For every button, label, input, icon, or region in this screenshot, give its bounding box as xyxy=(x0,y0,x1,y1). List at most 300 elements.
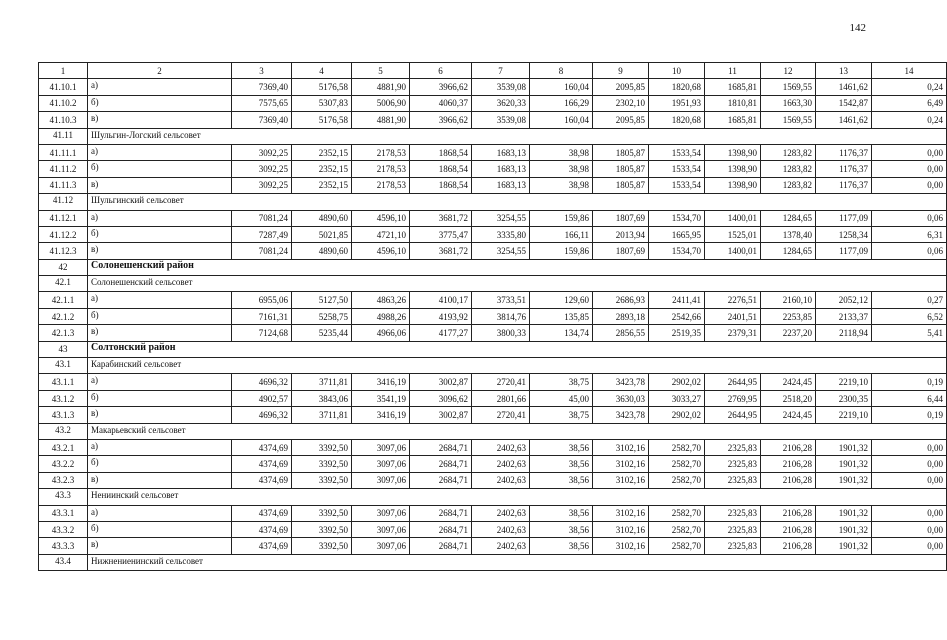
header-cell: 8 xyxy=(530,63,593,79)
row-label: б) xyxy=(88,456,232,472)
value-cell: 2402,63 xyxy=(472,505,530,521)
value-cell: 2582,70 xyxy=(649,472,705,488)
value-cell: 2118,94 xyxy=(816,325,872,341)
table-row xyxy=(39,79,947,95)
value-cell: 2856,55 xyxy=(593,325,649,341)
value-cell: 4060,37 xyxy=(410,95,472,111)
value-cell: 2106,28 xyxy=(761,505,816,521)
region-row xyxy=(39,341,947,357)
value-cell: 2769,95 xyxy=(705,390,761,406)
row-code: 41.12.1 xyxy=(39,210,88,226)
value-cell: 3392,50 xyxy=(292,439,352,455)
value-cell: 4863,26 xyxy=(352,292,410,308)
value-cell: 1951,93 xyxy=(649,95,705,111)
value-cell: 1569,55 xyxy=(761,112,816,128)
header-cell: 13 xyxy=(816,63,872,79)
row-label: б) xyxy=(88,390,232,406)
value-cell: 0,00 xyxy=(872,472,947,488)
value-cell: 3966,62 xyxy=(410,112,472,128)
table-row xyxy=(39,144,947,160)
value-cell: 3033,27 xyxy=(649,390,705,406)
value-cell: 1569,55 xyxy=(761,79,816,95)
value-cell: 3620,33 xyxy=(472,95,530,111)
value-cell: 2352,15 xyxy=(292,161,352,177)
value-cell: 2178,53 xyxy=(352,161,410,177)
value-cell: 7161,31 xyxy=(232,308,292,324)
row-label: а) xyxy=(88,210,232,226)
value-cell: 1378,40 xyxy=(761,226,816,242)
value-cell: 7081,24 xyxy=(232,210,292,226)
value-cell: 4374,69 xyxy=(232,521,292,537)
value-cell: 3423,78 xyxy=(593,407,649,423)
value-cell: 1534,70 xyxy=(649,210,705,226)
value-cell: 2133,37 xyxy=(816,308,872,324)
value-cell: 2325,83 xyxy=(705,439,761,455)
value-cell: 3102,16 xyxy=(593,439,649,455)
value-cell: 1810,81 xyxy=(705,95,761,111)
value-cell: 3102,16 xyxy=(593,456,649,472)
value-cell: 4374,69 xyxy=(232,472,292,488)
header-cell: 12 xyxy=(761,63,816,79)
row-label: а) xyxy=(88,292,232,308)
value-cell: 1685,81 xyxy=(705,112,761,128)
value-cell: 4596,10 xyxy=(352,243,410,259)
value-cell: 1868,54 xyxy=(410,144,472,160)
row-code: 43.1.3 xyxy=(39,407,88,423)
value-cell: 0,00 xyxy=(872,439,947,455)
value-cell: 2684,71 xyxy=(410,538,472,554)
value-cell: 2219,10 xyxy=(816,407,872,423)
subsection-row xyxy=(39,423,947,439)
value-cell: 45,00 xyxy=(530,390,593,406)
value-cell: 2801,66 xyxy=(472,390,530,406)
value-cell: 1283,82 xyxy=(761,161,816,177)
value-cell: 1398,90 xyxy=(705,177,761,193)
value-cell: 2686,93 xyxy=(593,292,649,308)
value-cell: 4374,69 xyxy=(232,456,292,472)
row-label: а) xyxy=(88,374,232,390)
value-cell: 2352,15 xyxy=(292,177,352,193)
value-cell: 2106,28 xyxy=(761,456,816,472)
value-cell: 2095,85 xyxy=(593,79,649,95)
value-cell: 3843,06 xyxy=(292,390,352,406)
row-label: а) xyxy=(88,79,232,95)
value-cell: 2582,70 xyxy=(649,505,705,521)
value-cell: 0,06 xyxy=(872,243,947,259)
value-cell: 2684,71 xyxy=(410,439,472,455)
row-label: а) xyxy=(88,439,232,455)
table-row xyxy=(39,390,947,406)
value-cell: 2325,83 xyxy=(705,505,761,521)
value-cell: 3711,81 xyxy=(292,374,352,390)
value-cell: 1683,13 xyxy=(472,144,530,160)
value-cell: 2402,63 xyxy=(472,456,530,472)
value-cell: 5176,58 xyxy=(292,112,352,128)
value-cell: 1283,82 xyxy=(761,177,816,193)
row-code: 42 xyxy=(39,259,88,275)
value-cell: 4100,17 xyxy=(410,292,472,308)
value-cell: 3711,81 xyxy=(292,407,352,423)
value-cell: 2582,70 xyxy=(649,439,705,455)
row-label: в) xyxy=(88,407,232,423)
value-cell: 3097,06 xyxy=(352,472,410,488)
value-cell: 2902,02 xyxy=(649,407,705,423)
row-label: в) xyxy=(88,243,232,259)
value-cell: 2178,53 xyxy=(352,144,410,160)
row-code: 42.1.2 xyxy=(39,308,88,324)
value-cell: 160,04 xyxy=(530,79,593,95)
value-cell: 166,29 xyxy=(530,95,593,111)
value-cell: 2402,63 xyxy=(472,521,530,537)
row-label: в) xyxy=(88,538,232,554)
subsection-title: Солонешенский сельсовет xyxy=(88,276,947,292)
value-cell: 1525,01 xyxy=(705,226,761,242)
value-cell: 3092,25 xyxy=(232,144,292,160)
table-body xyxy=(39,63,947,571)
value-cell: 1533,54 xyxy=(649,161,705,177)
value-cell: 2219,10 xyxy=(816,374,872,390)
row-code: 43.3 xyxy=(39,489,88,505)
value-cell: 0,00 xyxy=(872,161,947,177)
value-cell: 6955,06 xyxy=(232,292,292,308)
region-title: Солонешенский район xyxy=(88,259,947,275)
value-cell: 2644,95 xyxy=(705,407,761,423)
value-cell: 1398,90 xyxy=(705,161,761,177)
value-cell: 1901,32 xyxy=(816,456,872,472)
row-label: б) xyxy=(88,308,232,324)
value-cell: 2325,83 xyxy=(705,521,761,537)
value-cell: 1901,32 xyxy=(816,538,872,554)
value-cell: 3800,33 xyxy=(472,325,530,341)
table-row xyxy=(39,95,947,111)
value-cell: 6,31 xyxy=(872,226,947,242)
value-cell: 3392,50 xyxy=(292,538,352,554)
value-cell: 3254,55 xyxy=(472,210,530,226)
value-cell: 1820,68 xyxy=(649,112,705,128)
row-code: 41.11.2 xyxy=(39,161,88,177)
value-cell: 5,41 xyxy=(872,325,947,341)
value-cell: 0,27 xyxy=(872,292,947,308)
table-row xyxy=(39,161,947,177)
value-cell: 1177,09 xyxy=(816,243,872,259)
value-cell: 1398,90 xyxy=(705,144,761,160)
row-label: а) xyxy=(88,144,232,160)
value-cell: 4177,27 xyxy=(410,325,472,341)
row-code: 41.10.3 xyxy=(39,112,88,128)
row-code: 41.12.2 xyxy=(39,226,88,242)
value-cell: 7287,49 xyxy=(232,226,292,242)
value-cell: 2013,94 xyxy=(593,226,649,242)
value-cell: 3002,87 xyxy=(410,407,472,423)
value-cell: 0,24 xyxy=(872,112,947,128)
value-cell: 0,00 xyxy=(872,144,947,160)
table-row xyxy=(39,308,947,324)
value-cell: 1284,65 xyxy=(761,243,816,259)
value-cell: 2644,95 xyxy=(705,374,761,390)
header-cell: 4 xyxy=(292,63,352,79)
value-cell: 1820,68 xyxy=(649,79,705,95)
header-cell: 7 xyxy=(472,63,530,79)
value-cell: 3541,19 xyxy=(352,390,410,406)
header-cell: 6 xyxy=(410,63,472,79)
value-cell: 4374,69 xyxy=(232,505,292,521)
value-cell: 7081,24 xyxy=(232,243,292,259)
value-cell: 1683,13 xyxy=(472,161,530,177)
value-cell: 3096,62 xyxy=(410,390,472,406)
value-cell: 3102,16 xyxy=(593,521,649,537)
value-cell: 2401,51 xyxy=(705,308,761,324)
header-cell: 10 xyxy=(649,63,705,79)
value-cell: 4721,10 xyxy=(352,226,410,242)
value-cell: 160,04 xyxy=(530,112,593,128)
row-label: в) xyxy=(88,472,232,488)
value-cell: 1807,69 xyxy=(593,210,649,226)
value-cell: 38,98 xyxy=(530,144,593,160)
row-code: 43.2.3 xyxy=(39,472,88,488)
value-cell: 3392,50 xyxy=(292,456,352,472)
value-cell: 2106,28 xyxy=(761,472,816,488)
value-cell: 3102,16 xyxy=(593,538,649,554)
value-cell: 7369,40 xyxy=(232,79,292,95)
header-cell: 5 xyxy=(352,63,410,79)
value-cell: 3392,50 xyxy=(292,521,352,537)
value-cell: 2902,02 xyxy=(649,374,705,390)
value-cell: 2893,18 xyxy=(593,308,649,324)
value-cell: 1461,62 xyxy=(816,79,872,95)
value-cell: 2325,83 xyxy=(705,456,761,472)
value-cell: 129,60 xyxy=(530,292,593,308)
value-cell: 0,19 xyxy=(872,374,947,390)
row-code: 43.2 xyxy=(39,423,88,439)
row-code: 43.1.1 xyxy=(39,374,88,390)
value-cell: 2237,20 xyxy=(761,325,816,341)
row-code: 43.3.1 xyxy=(39,505,88,521)
table-row xyxy=(39,538,947,554)
value-cell: 38,98 xyxy=(530,161,593,177)
row-label: б) xyxy=(88,226,232,242)
row-code: 43.1.2 xyxy=(39,390,88,406)
value-cell: 1258,34 xyxy=(816,226,872,242)
value-cell: 4988,26 xyxy=(352,308,410,324)
row-label: в) xyxy=(88,177,232,193)
value-cell: 6,44 xyxy=(872,390,947,406)
value-cell: 3416,19 xyxy=(352,374,410,390)
value-cell: 2402,63 xyxy=(472,472,530,488)
value-cell: 2106,28 xyxy=(761,538,816,554)
value-cell: 1868,54 xyxy=(410,161,472,177)
value-cell: 2684,71 xyxy=(410,472,472,488)
row-label: в) xyxy=(88,112,232,128)
value-cell: 5307,83 xyxy=(292,95,352,111)
subsection-title: Нижнениенинский сельсовет xyxy=(88,554,947,570)
subsection-title: Нениинский сельсовет xyxy=(88,489,947,505)
row-code: 41.11 xyxy=(39,128,88,144)
value-cell: 3097,06 xyxy=(352,521,410,537)
table-row xyxy=(39,226,947,242)
region-title: Солтонский район xyxy=(88,341,947,357)
subsection-row xyxy=(39,276,947,292)
value-cell: 3966,62 xyxy=(410,79,472,95)
row-code: 43.4 xyxy=(39,554,88,570)
value-cell: 3097,06 xyxy=(352,538,410,554)
subsection-row xyxy=(39,194,947,210)
value-cell: 3097,06 xyxy=(352,439,410,455)
value-cell: 1400,01 xyxy=(705,243,761,259)
value-cell: 134,74 xyxy=(530,325,593,341)
value-cell: 2300,35 xyxy=(816,390,872,406)
value-cell: 1177,09 xyxy=(816,210,872,226)
value-cell: 1176,37 xyxy=(816,144,872,160)
value-cell: 3102,16 xyxy=(593,472,649,488)
row-label: б) xyxy=(88,95,232,111)
table-row xyxy=(39,210,947,226)
value-cell: 3539,08 xyxy=(472,112,530,128)
row-code: 42.1 xyxy=(39,276,88,292)
value-cell: 0,00 xyxy=(872,505,947,521)
value-cell: 4890,60 xyxy=(292,243,352,259)
row-code: 43.2.1 xyxy=(39,439,88,455)
table-row xyxy=(39,439,947,455)
value-cell: 5021,85 xyxy=(292,226,352,242)
value-cell: 2276,51 xyxy=(705,292,761,308)
value-cell: 3814,76 xyxy=(472,308,530,324)
value-cell: 2519,35 xyxy=(649,325,705,341)
value-cell: 2160,10 xyxy=(761,292,816,308)
value-cell: 4881,90 xyxy=(352,79,410,95)
value-cell: 3392,50 xyxy=(292,505,352,521)
value-cell: 2542,66 xyxy=(649,308,705,324)
subsection-title: Макарьевский сельсовет xyxy=(88,423,947,439)
value-cell: 159,86 xyxy=(530,243,593,259)
value-cell: 2424,45 xyxy=(761,374,816,390)
value-cell: 2684,71 xyxy=(410,456,472,472)
subsection-title: Шульгинский сельсовет xyxy=(88,194,947,210)
value-cell: 1685,81 xyxy=(705,79,761,95)
value-cell: 38,75 xyxy=(530,374,593,390)
subsection-row xyxy=(39,554,947,570)
value-cell: 1283,82 xyxy=(761,144,816,160)
value-cell: 2325,83 xyxy=(705,538,761,554)
value-cell: 0,00 xyxy=(872,538,947,554)
value-cell: 1533,54 xyxy=(649,144,705,160)
value-cell: 3733,51 xyxy=(472,292,530,308)
row-code: 41.12 xyxy=(39,194,88,210)
table-row xyxy=(39,112,947,128)
value-cell: 7575,65 xyxy=(232,95,292,111)
value-cell: 38,98 xyxy=(530,177,593,193)
value-cell: 2582,70 xyxy=(649,538,705,554)
header-cell: 2 xyxy=(88,63,232,79)
value-cell: 5258,75 xyxy=(292,308,352,324)
value-cell: 4374,69 xyxy=(232,439,292,455)
value-cell: 1400,01 xyxy=(705,210,761,226)
value-cell: 5127,50 xyxy=(292,292,352,308)
row-label: б) xyxy=(88,161,232,177)
header-cell: 3 xyxy=(232,63,292,79)
subsection-title: Карабинский сельсовет xyxy=(88,358,947,374)
value-cell: 0,06 xyxy=(872,210,947,226)
value-cell: 1542,87 xyxy=(816,95,872,111)
region-row xyxy=(39,259,947,275)
value-cell: 3681,72 xyxy=(410,210,472,226)
value-cell: 0,00 xyxy=(872,177,947,193)
table-row xyxy=(39,374,947,390)
table-row xyxy=(39,177,947,193)
value-cell: 38,75 xyxy=(530,407,593,423)
value-cell: 38,56 xyxy=(530,521,593,537)
value-cell: 2106,28 xyxy=(761,439,816,455)
value-cell: 3335,80 xyxy=(472,226,530,242)
value-cell: 2402,63 xyxy=(472,439,530,455)
row-code: 41.11.3 xyxy=(39,177,88,193)
value-cell: 0,19 xyxy=(872,407,947,423)
value-cell: 2582,70 xyxy=(649,456,705,472)
value-cell: 4966,06 xyxy=(352,325,410,341)
row-label: в) xyxy=(88,325,232,341)
value-cell: 38,56 xyxy=(530,538,593,554)
value-cell: 6,49 xyxy=(872,95,947,111)
row-label: б) xyxy=(88,521,232,537)
header-cell: 1 xyxy=(39,63,88,79)
value-cell: 4890,60 xyxy=(292,210,352,226)
header-cell: 11 xyxy=(705,63,761,79)
value-cell: 2325,83 xyxy=(705,472,761,488)
value-cell: 0,00 xyxy=(872,456,947,472)
page-number: 142 xyxy=(849,22,866,34)
value-cell: 2424,45 xyxy=(761,407,816,423)
value-cell: 1533,54 xyxy=(649,177,705,193)
value-cell: 3092,25 xyxy=(232,161,292,177)
value-cell: 1663,30 xyxy=(761,95,816,111)
subsection-row xyxy=(39,128,947,144)
value-cell: 2684,71 xyxy=(410,521,472,537)
value-cell: 3539,08 xyxy=(472,79,530,95)
value-cell: 135,85 xyxy=(530,308,593,324)
table-row xyxy=(39,407,947,423)
value-cell: 2518,20 xyxy=(761,390,816,406)
value-cell: 5006,90 xyxy=(352,95,410,111)
value-cell: 5176,58 xyxy=(292,79,352,95)
value-cell: 2106,28 xyxy=(761,521,816,537)
value-cell: 2720,41 xyxy=(472,374,530,390)
value-cell: 3097,06 xyxy=(352,456,410,472)
value-cell: 1901,32 xyxy=(816,472,872,488)
value-cell: 1683,13 xyxy=(472,177,530,193)
value-cell: 1176,37 xyxy=(816,161,872,177)
value-cell: 7369,40 xyxy=(232,112,292,128)
value-cell: 159,86 xyxy=(530,210,593,226)
value-cell: 3102,16 xyxy=(593,505,649,521)
value-cell: 1901,32 xyxy=(816,439,872,455)
subsection-row xyxy=(39,489,947,505)
row-code: 41.10.1 xyxy=(39,79,88,95)
table-row xyxy=(39,505,947,521)
value-cell: 3097,06 xyxy=(352,505,410,521)
value-cell: 2352,15 xyxy=(292,144,352,160)
value-cell: 38,56 xyxy=(530,505,593,521)
value-cell: 6,52 xyxy=(872,308,947,324)
row-code: 43.3.3 xyxy=(39,538,88,554)
value-cell: 1805,87 xyxy=(593,177,649,193)
value-cell: 7124,68 xyxy=(232,325,292,341)
table-row xyxy=(39,243,947,259)
row-code: 41.11.1 xyxy=(39,144,88,160)
value-cell: 1805,87 xyxy=(593,144,649,160)
value-cell: 2720,41 xyxy=(472,407,530,423)
value-cell: 3254,55 xyxy=(472,243,530,259)
value-cell: 2411,41 xyxy=(649,292,705,308)
value-cell: 4596,10 xyxy=(352,210,410,226)
